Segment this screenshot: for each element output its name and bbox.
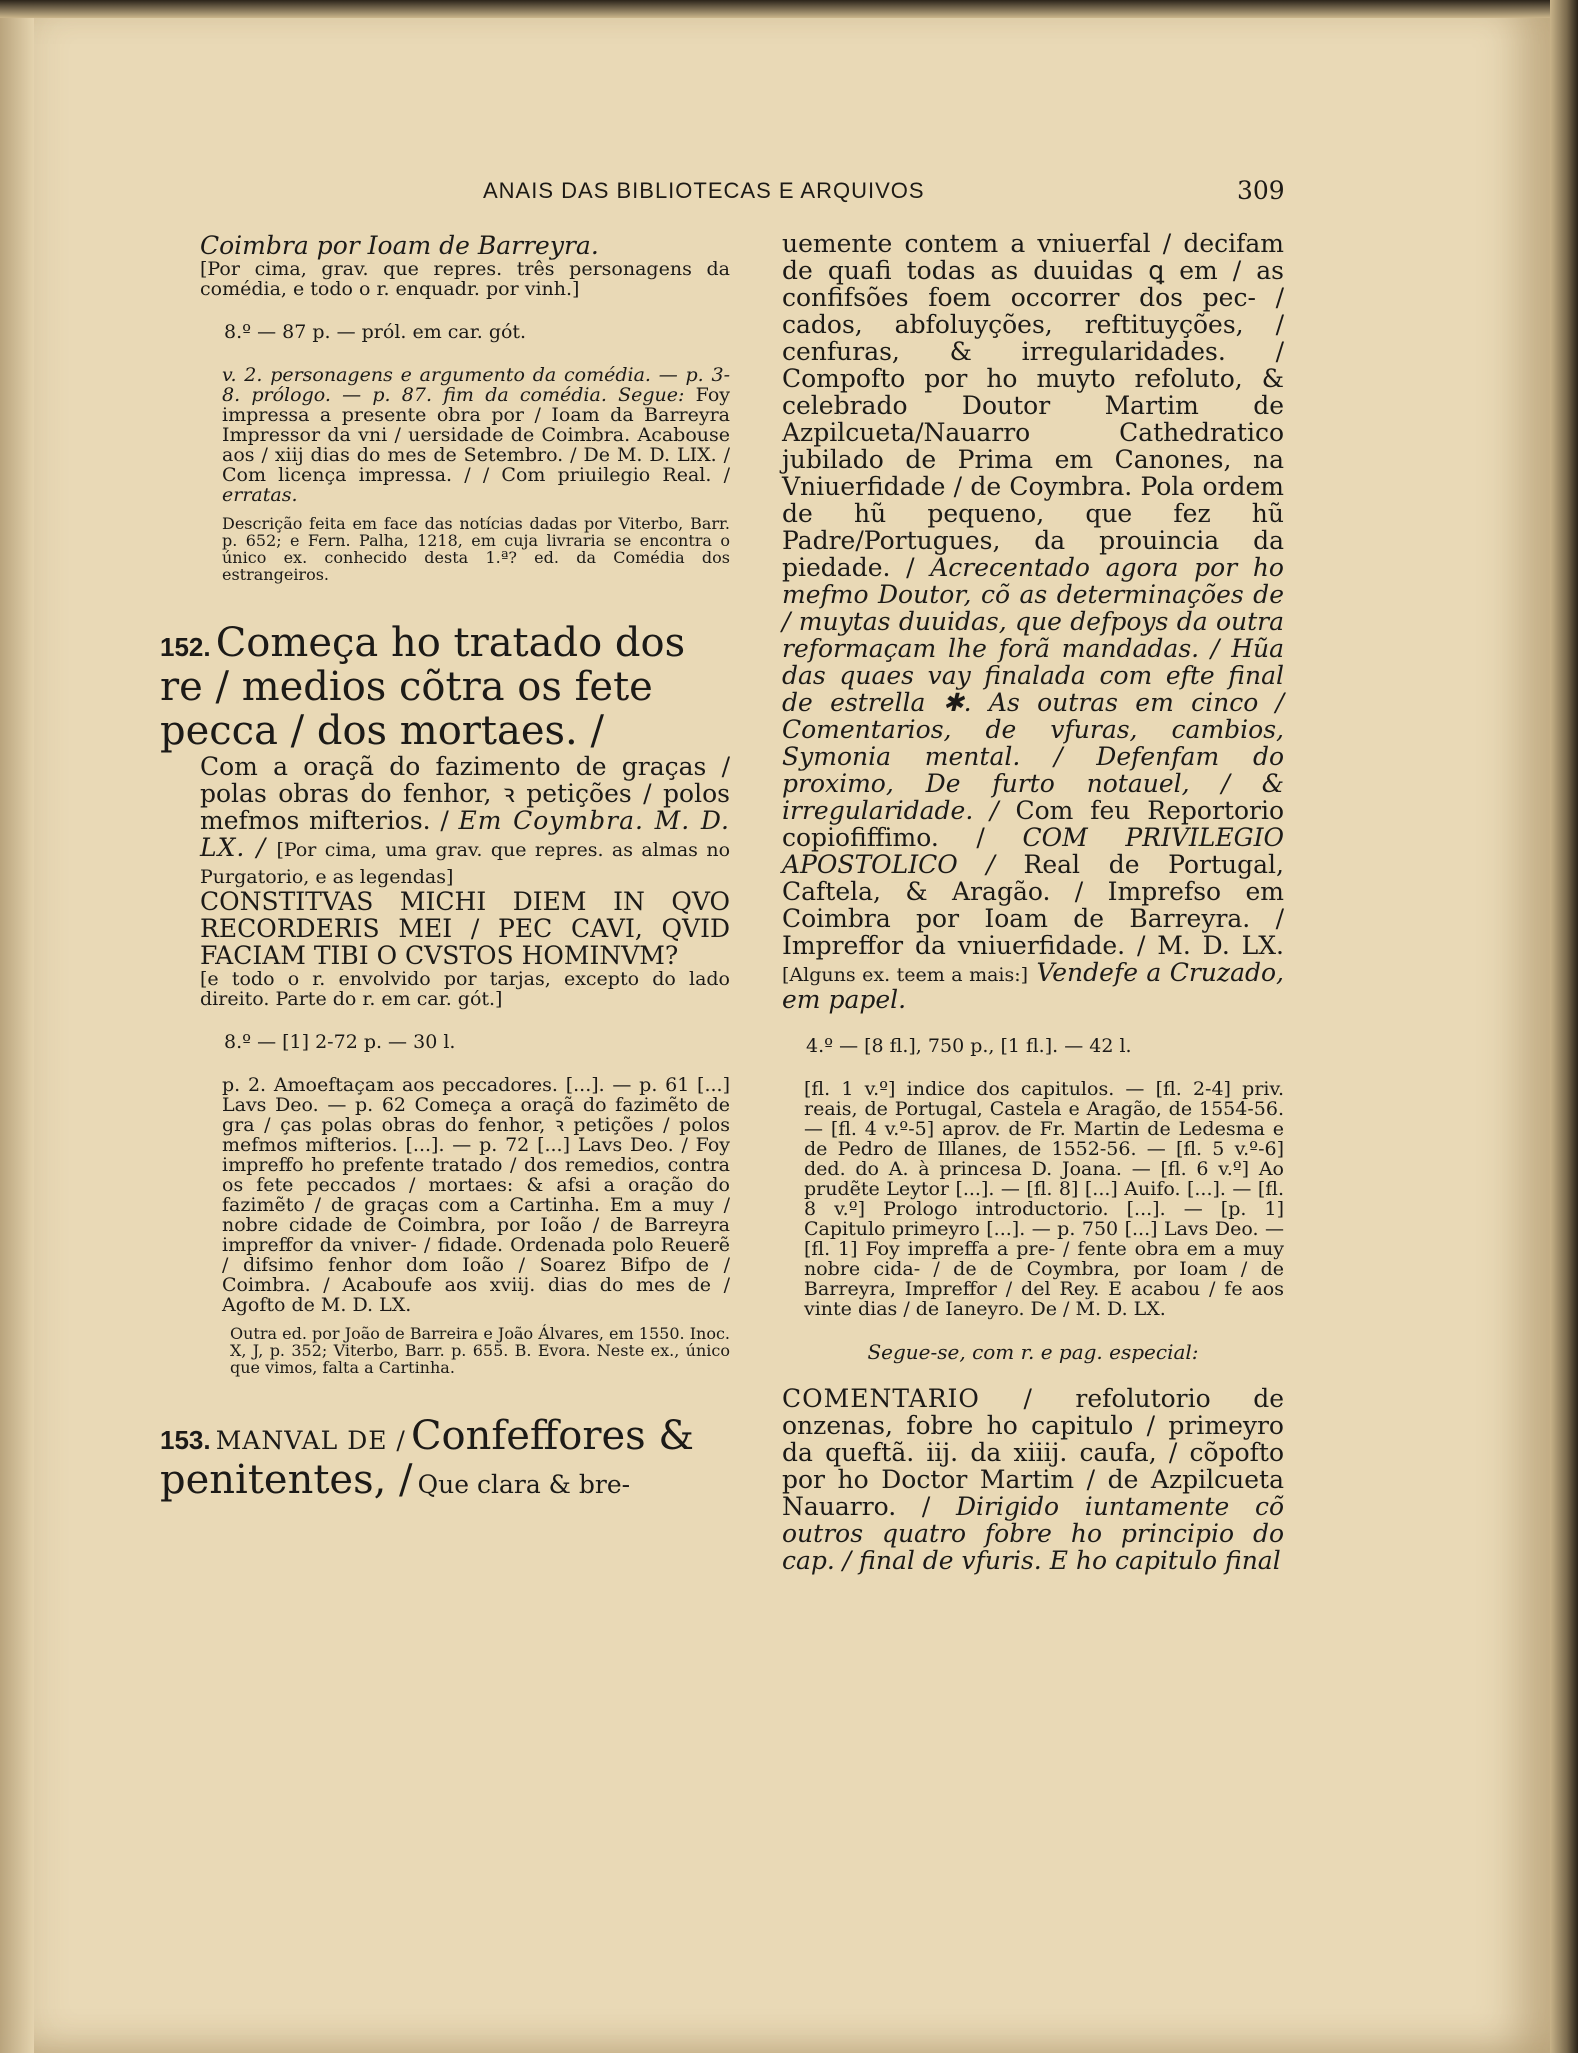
entry151-contents: v. 2. personagens e argumento da comédia. — p. 3-8. prólogo. — p. 87. fim da comédia. Segue: Foy impressa a presente obra por / Ioam da Barreyra Impressor da vni / uersidade de Coimbra. Acabouse aos / xiij dias do mes de Setembro. / De M. D. LIX. / Com licença impressa. / / Com priuilegio Real. / erratas. — [222, 364, 730, 506]
entry152-title-continuation: Com a oraçã do fazimento de graças / polas obras do fenhor, ꝛ petições / polos mefmos mifterios. / Em Coymbra. M. D. LX. / [Por cima, uma grav. que repres. as almas no Purgatorio, e as legendas] — [200, 752, 731, 888]
entry151-imprint: Coimbra por Ioam de Barreyra. — [200, 231, 599, 260]
entry153-title-c: Que clara & bre- — [417, 1470, 631, 1499]
entry152-contents: p. 2. Amoeftaçam aos peccadores. [...]. — p. 61 [...] Lavs Deo. — p. 62 Começa a oraçã do fazimẽto de gra / ças polas obras do fenhor, ꝛ petições / polos mefmos mifterios. [...]. — p. 72 [...] Lavs Deo. / Foy impreffo ho prefente tratado / dos remedios, contra os fete peccados / mortaes: & afsi a oração do fazimẽto / de graças com a Cartinha. Em a muy / nobre cidade de Coimbra, por Ioão / de Barreyra impreffor da vniver- / fidade. Ordenada polo Reuerẽ / difsimo fenhor dom Ioão / Soarez Bifpo de / Coimbra. / Acaboufe aos xviij. dias do mes de / Agofto de M. D. LX. — [222, 1074, 730, 1316]
entry152-collation: 8.º — [1] 2-72 p. — 30 l. — [224, 1031, 456, 1053]
left-column — [160, 231, 731, 1503]
entry153-title-a: MANVAL DE / — [215, 1426, 406, 1455]
follow-title: COMENTARIO / refolutorio de onzenas, fobre ho capitulo / primeyro da queftã. iij. da xiiij. caufa, / cõpofto por ho Doctor Martim / de Azpilcueta Nauarro. / Dirigido iuntamente cõ outros quatro fobre ho principio do cap. / final de vfuris. E ho capitulo final — [782, 1384, 1284, 1575]
entry-153-heading — [160, 1414, 730, 1502]
entry153-title-continuation: uemente contem a vniuerfal / decifam de quafi todas as duuidas ꝗ em / as confifsões foem occorrer dos pec- / cados, abfoluyções, reftituyções, / cenfuras, & irregularidades. / Compofto por ho muyto refoluto, & celebrado Doutor Martim de Azpilcueta/Nauarro Cathedratico jubilado de Prima em Canones, na Vniuerfidade / de Coymbra. Pola ordem de hũ pequeno, que fez hũ Padre/Portugues, da prouincia da piedade. / Acrecentado agora por ho mefmo Doutor, cõ as determinações de / muytas duuidas, que defpoys da outra reformaçam lhe forã mandadas. / Hũa das quaes vay finalada com efte final de estrella ✱. As outras em cinco / Comentarios, de vfuras, cambios, Symonia mental. / Defenfam do proximo, De furto notauel, / & irregularidade. / Com feu Reportorio copiofiffimo. / COM PRIVILEGIO APOSTOLICO / Real de Portugal, Caftela, & Aragão. / Imprefso em Coimbra por Ioam de Barreyra. / Impreffor da vniuerfidade. / M. D. LX. [Alguns ex. teem a mais:] Vendefe a Cruzado, em papel. — [782, 229, 1285, 1014]
entry-152-heading — [160, 621, 730, 753]
entry152-source-note: Outra ed. por João de Barreira e João Álvares, em 1550. Inoc. X, J, p. 352; Viterbo, Barr. p. 655. B. Evora. Neste ex., único que vimos, falta a Cartinha. — [230, 1324, 730, 1377]
running-title: ANAIS DAS BIBLIOTECAS E ARQUIVOS — [483, 178, 925, 203]
page-right-edge — [1550, 0, 1578, 2053]
entry152-title: Começa ho tratado dos re / medios cõtra os fete pecca / dos mortaes. / — [160, 620, 686, 754]
entry153-collation: 4.º — [8 fl.], 750 p., [1 fl.]. — 42 l. — [806, 1035, 1132, 1057]
entry151-source-note: Descrição feita em face das notícias dadas por Viterbo, Barr. p. 652; e Fern. Palha, 1218, em cuja livraria se encontra o único ex. conhecido desta 1.ª? ed. da Comédia dos estrangeiros. — [222, 514, 730, 584]
entry151-collation: 8.º — 87 p. — pról. em car. gót. — [224, 321, 527, 343]
follow-heading: Segue-se, com r. e pag. especial: — [867, 1340, 1199, 1364]
entry151-note: [Por cima, grav. que repres. três personagens da comédia, e todo o r. enquadr. por vinh.] — [200, 258, 730, 300]
entry153-title-b: Confeffores & penitentes, / — [160, 1413, 695, 1503]
page-gutter-shadow — [0, 0, 34, 2053]
entry153-contents: [fl. 1 v.º] indice dos capitulos. — [fl. 2-4] priv. reais, de Portugal, Castela e Aragão, de 1554-56. — [fl. 4 v.º-5] aprov. de Fr. Martin de Ledesma e de Pedro de Illanes, de 1552-56. — [fl. 5 v.º-6] ded. do A. à princesa D. Joana. — [fl. 6 v.º] Ao prudẽte Leytor [...]. — [fl. 8] [...] Auifo. [...]. — [fl. 8 v.º] Prologo introductorio. [...]. — [p. 1] Capitulo primeyro [...]. — p. 750 [...] Lavs Deo. — [fl. 1] Foy impreffa a pre- / fente obra em a muy nobre cida- / de de Coymbra, por Ioam / de Barreyra, Impreffor / del Rey. E acabou / fe aos vinte dias / de Ianeyro. De / M. D. LX. — [804, 1078, 1284, 1320]
entry-number: 152. — [160, 632, 211, 662]
entry152-legend: CONSTITVAS MICHI DIEM IN QVO RECORDERIS MEI / PEC CAVI, QVID FACIAM TIBI O CVSTOS HOMINVM? — [200, 887, 730, 970]
running-header — [0, 176, 1578, 212]
entry152-note: [e todo o r. envolvido por tarjas, excepto do lado direito. Parte do r. em car. gót.] — [200, 968, 730, 1010]
page-number: 309 — [1237, 176, 1285, 205]
entry-number: 153. — [160, 1425, 211, 1455]
right-column — [782, 230, 1284, 1574]
page-top-edge — [0, 0, 1578, 18]
